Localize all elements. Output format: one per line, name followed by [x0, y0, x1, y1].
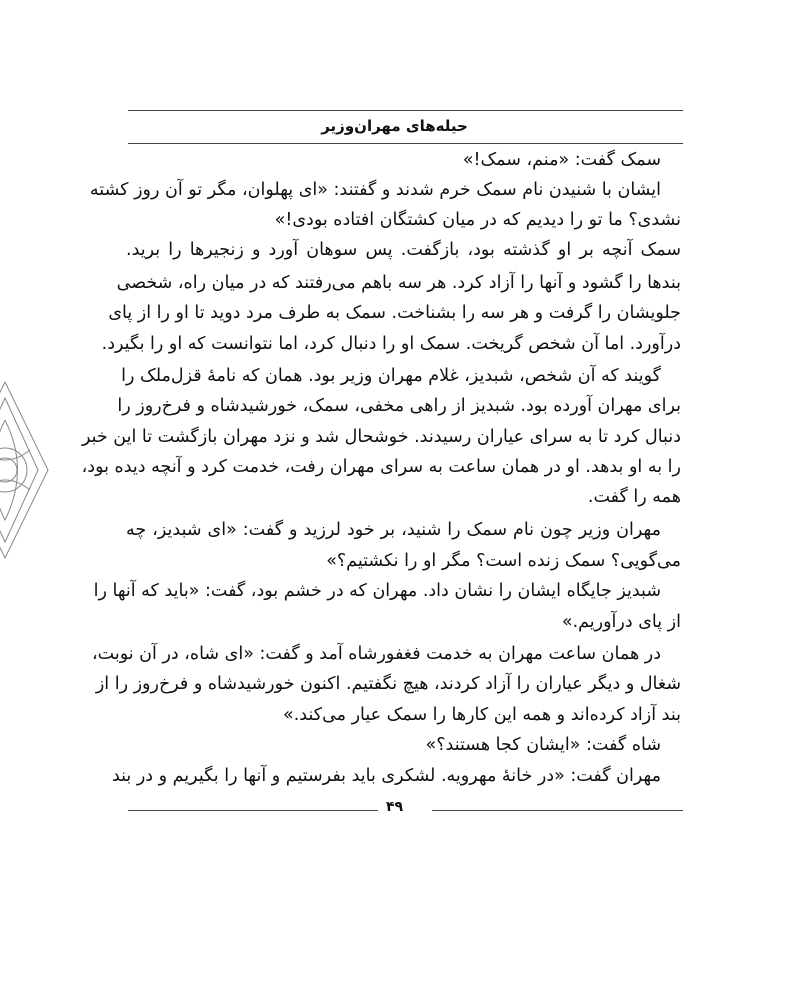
- text-line: بندها را گشود و آنها را آزاد کرد. هر سه باهم می‌رفتند که در میان راه، شخصی: [116, 273, 681, 293]
- page-number: ۴۹: [385, 799, 404, 815]
- text-line: برای مهران آورده بود. شبدیز از راهی مخفی، سمک، خورشیدشاه و فرخ‌روز را: [117, 396, 681, 416]
- text-line: ایشان با شنیدن نام سمک خرم شدند و گفتند: «ای پهلوان، مگر تو آن روز کشته: [89, 180, 661, 200]
- text-line: از پای درآوریم.»: [561, 612, 681, 632]
- text-line: می‌گویی؟ سمک زنده است؟ مگر او را نکشتیم؟»: [326, 551, 681, 571]
- text-line: مهران وزیر چون نام سمک را شنید، بر خود لرزید و گفت: «ای شبدیز، چه: [126, 520, 661, 540]
- text-line: را به او بدهد. او در همان ساعت به سرای مهران رفت، خدمت کرد و آنچه دیده بود،: [81, 457, 681, 477]
- text-line: همه را گفت.: [587, 487, 681, 507]
- text-line: در همان ساعت مهران به خدمت فغفورشاه آمد و گفت: «ای شاه، در آن نوبت،: [92, 644, 661, 664]
- text-line: دنبال کرد تا به سرای عیاران رسیدند. خوشحال شد و نزد مهران بازگشت تا این خبر: [81, 427, 681, 447]
- text-line: سمک آنچه بر او گذشته بود، بازگفت. پس سوهان آورد و زنجیرها را برید.: [126, 240, 681, 260]
- decorative-ornament: [0, 380, 50, 560]
- text-line: شغال و دیگر عیاران را آزاد کردند، هیچ نگفتیم. اکنون خورشیدشاه و فرخ‌روز را از: [95, 674, 681, 694]
- text-line: شاه گفت: «ایشان کجا هستند؟»: [425, 735, 661, 755]
- header-top-rule: [128, 110, 683, 111]
- text-line: شبدیز جایگاه ایشان را نشان داد. مهران که در خشم بود، گفت: «باید که آنها را: [93, 581, 661, 601]
- text-line: سمک گفت: «منم، سمک!»: [462, 150, 661, 170]
- text-line: درآورد. اما آن شخص گریخت. سمک او را دنبال کرد، اما نتوانست که او را بگیرد.: [101, 334, 681, 354]
- text-line: مهران گفت: «در خانهٔ مهرویه. لشکری باید بفرستیم و آنها را بگیریم و در بند: [111, 766, 661, 786]
- text-line: بند آزاد کرده‌اند و همه این کارها را سمک عیار می‌کند.»: [283, 705, 681, 725]
- footer-rule-right: [432, 810, 683, 811]
- text-line: نشدی؟ ما تو را دیدیم که در میان کشتگان افتاده بودی!»: [274, 210, 681, 230]
- text-line: جلویشان را گرفت و هر سه را بشناخت. سمک به طرف مرد دوید تا او را از پای: [108, 303, 681, 323]
- header-bottom-rule: [128, 143, 683, 144]
- running-header-title: حیله‌های مهران‌وزیر: [321, 117, 468, 135]
- text-line: گویند که آن شخص، شبدیز، غلام مهران وزیر بود. همان که نامهٔ قزل‌ملک را: [121, 366, 661, 386]
